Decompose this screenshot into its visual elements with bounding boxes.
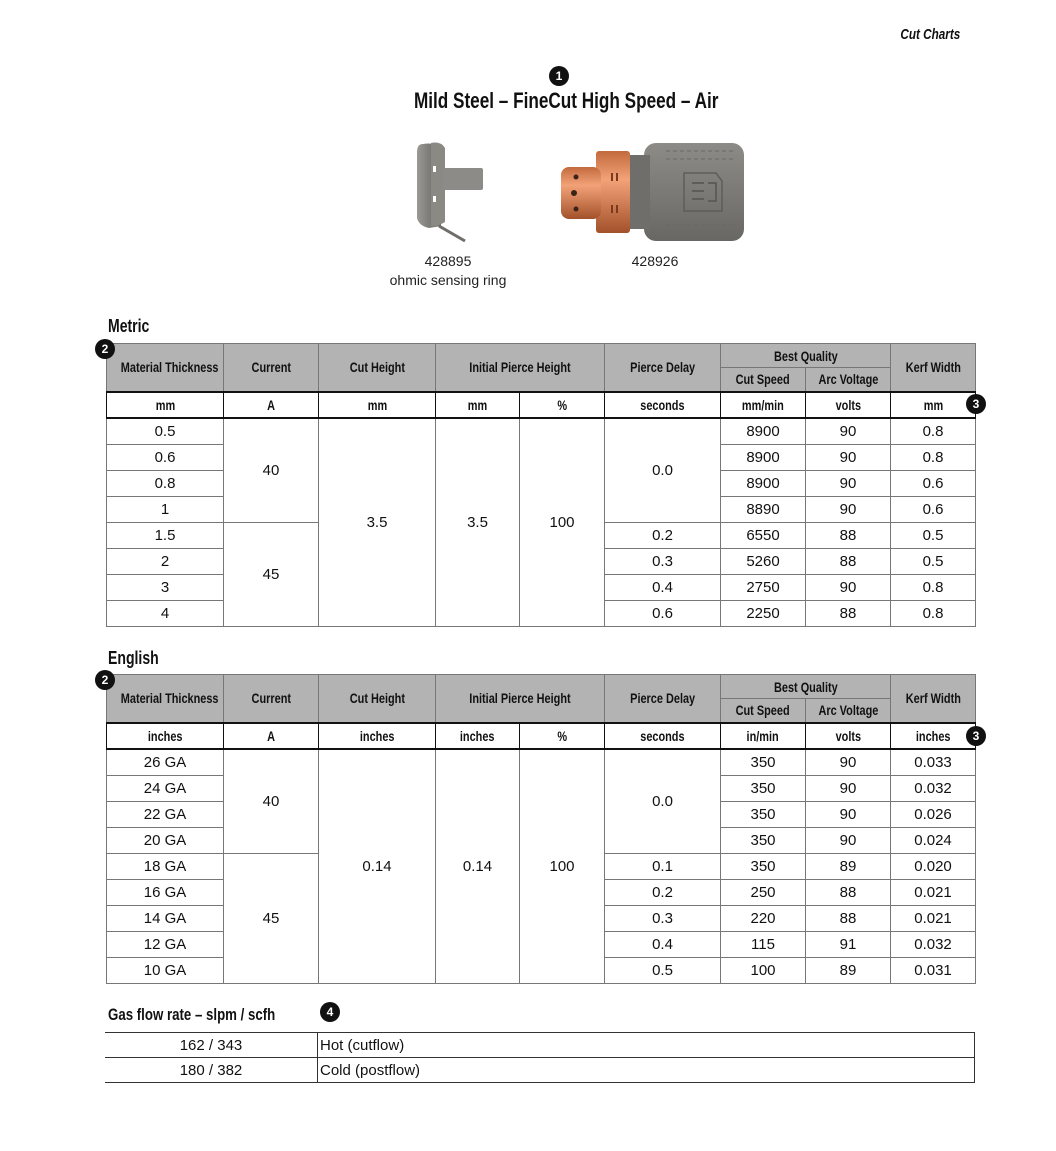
header-kerf-width: Kerf Width [891,675,976,723]
cut-speed-cell: 250 [721,879,806,905]
callout-1-badge: 1 [549,66,569,86]
cut-speed-cell: 2750 [721,574,806,600]
header-best-quality: Best Quality [721,675,891,699]
arc-voltage-cell: 88 [806,522,891,548]
thickness-cell: 0.8 [107,470,224,496]
unit-cell: mm [319,392,436,418]
kerf-width-cell: 0.8 [891,600,976,626]
kerf-width-cell: 0.031 [891,957,976,983]
pierce-delay-cell: 0.1 [605,853,721,879]
unit-cell: seconds [605,392,721,418]
thickness-cell: 20 GA [107,827,224,853]
kerf-width-cell: 0.021 [891,879,976,905]
header-initial-pierce-height: Initial Pierce Height [436,675,605,723]
cut-height-cell: 0.14 [319,749,436,984]
callout-3-badge: 3 [966,726,986,746]
ohmic-ring-image [405,138,485,243]
cut-speed-cell: 220 [721,905,806,931]
thickness-cell: 10 GA [107,957,224,983]
cut-speed-cell: 2250 [721,600,806,626]
arc-voltage-cell: 90 [806,827,891,853]
header-material-thickness: Material Thickness [107,344,224,392]
current-cell: 45 [224,853,319,983]
header-best-quality: Best Quality [721,344,891,368]
metric-section-title: Metric [108,316,150,336]
cut-speed-cell: 350 [721,801,806,827]
header-cut-height: Cut Height [319,344,436,392]
unit-cell: volts [806,392,891,418]
unit-cell: mm [436,392,520,418]
kerf-width-cell: 0.8 [891,418,976,445]
english-cut-chart [106,674,976,984]
gas-flow-value: 162 / 343 [105,1033,318,1058]
current-cell: 40 [224,418,319,523]
unit-cell: inches [319,723,436,749]
part-number: 428895 [424,253,472,269]
header-cut-height: Cut Height [319,675,436,723]
unit-cell: in/min [721,723,806,749]
unit-cell: % [520,392,605,418]
thickness-cell: 18 GA [107,853,224,879]
cut-speed-cell: 115 [721,931,806,957]
unit-cell: A [224,723,319,749]
header-cut-speed: Cut Speed [721,368,806,392]
cut-speed-cell: 350 [721,853,806,879]
cut-speed-cell: 6550 [721,522,806,548]
section-label: Cut Charts [900,26,961,43]
table-row [107,749,976,776]
arc-voltage-cell: 90 [806,801,891,827]
table-row [107,418,976,445]
pierce-pct-cell: 100 [520,418,605,627]
thickness-cell: 26 GA [107,749,224,776]
gas-flow-label: Cold (postflow) [318,1058,975,1083]
pierce-pct-cell: 100 [520,749,605,984]
pierce-delay-cell: 0.4 [605,931,721,957]
kerf-width-cell: 0.032 [891,775,976,801]
cut-speed-cell: 8890 [721,496,806,522]
kerf-width-cell: 0.021 [891,905,976,931]
cut-speed-cell: 8900 [721,418,806,445]
gas-flow-row [105,1033,975,1058]
header-material-thickness: Material Thickness [107,675,224,723]
pierce-delay-cell: 0.0 [605,418,721,523]
arc-voltage-cell: 90 [806,749,891,776]
header-current: Current [224,675,319,723]
callout-4-badge: 4 [320,1002,340,1022]
kerf-width-cell: 0.5 [891,522,976,548]
kerf-width-cell: 0.5 [891,548,976,574]
thickness-cell: 1 [107,496,224,522]
unit-cell: A [224,392,319,418]
kerf-width-cell: 0.026 [891,801,976,827]
header-arc-voltage: Arc Voltage [806,699,891,723]
arc-voltage-cell: 89 [806,853,891,879]
pierce-height-cell: 0.14 [436,749,520,984]
thickness-cell: 1.5 [107,522,224,548]
callout-2-badge: 2 [95,670,115,690]
english-section-title: English [108,648,159,668]
thickness-cell: 14 GA [107,905,224,931]
gas-flow-row [105,1058,975,1083]
units-row [107,723,976,749]
arc-voltage-cell: 90 [806,775,891,801]
pierce-delay-cell: 0.2 [605,879,721,905]
callout-2-badge: 2 [95,339,115,359]
gas-flow-label: Hot (cutflow) [318,1033,975,1058]
arc-voltage-cell: 90 [806,418,891,445]
thickness-cell: 0.6 [107,444,224,470]
cartridge-image [556,141,746,243]
callout-3-badge: 3 [966,394,986,414]
metric-cut-chart [106,343,976,627]
part-description: ohmic sensing ring [389,272,507,288]
thickness-cell: 22 GA [107,801,224,827]
cut-speed-cell: 350 [721,749,806,776]
arc-voltage-cell: 88 [806,548,891,574]
units-row [107,392,976,418]
kerf-width-cell: 0.6 [891,470,976,496]
cut-speed-cell: 5260 [721,548,806,574]
pierce-delay-cell: 0.6 [605,600,721,626]
header-current: Current [224,344,319,392]
header-initial-pierce-height: Initial Pierce Height [436,344,605,392]
header-kerf-width: Kerf Width [891,344,976,392]
header-arc-voltage: Arc Voltage [806,368,891,392]
cut-height-cell: 3.5 [319,418,436,627]
kerf-width-cell: 0.033 [891,749,976,776]
cut-speed-cell: 8900 [721,444,806,470]
arc-voltage-cell: 88 [806,905,891,931]
pierce-delay-cell: 0.4 [605,574,721,600]
pierce-delay-cell: 0.3 [605,905,721,931]
kerf-width-cell: 0.020 [891,853,976,879]
page-title: Mild Steel – FineCut High Speed – Air [413,88,719,113]
part-428926 [585,252,725,271]
arc-voltage-cell: 91 [806,931,891,957]
arc-voltage-cell: 88 [806,600,891,626]
unit-cell: % [520,723,605,749]
unit-cell: inches [436,723,520,749]
kerf-width-cell: 0.8 [891,574,976,600]
gas-flow-table [105,1032,975,1083]
unit-cell: inches [891,723,976,749]
thickness-cell: 12 GA [107,931,224,957]
thickness-cell: 0.5 [107,418,224,445]
unit-cell: inches [107,723,224,749]
thickness-cell: 4 [107,600,224,626]
arc-voltage-cell: 90 [806,574,891,600]
arc-voltage-cell: 90 [806,496,891,522]
kerf-width-cell: 0.6 [891,496,976,522]
pierce-height-cell: 3.5 [436,418,520,627]
cut-speed-cell: 8900 [721,470,806,496]
current-cell: 40 [224,749,319,854]
current-cell: 45 [224,522,319,626]
arc-voltage-cell: 89 [806,957,891,983]
header-cut-speed: Cut Speed [721,699,806,723]
thickness-cell: 16 GA [107,879,224,905]
kerf-width-cell: 0.024 [891,827,976,853]
gas-flow-value: 180 / 382 [105,1058,318,1083]
cut-speed-cell: 350 [721,827,806,853]
header-pierce-delay: Pierce Delay [605,675,721,723]
thickness-cell: 2 [107,548,224,574]
part-428895 [378,252,518,290]
unit-cell: mm/min [721,392,806,418]
cut-speed-cell: 350 [721,775,806,801]
thickness-cell: 3 [107,574,224,600]
cut-speed-cell: 100 [721,957,806,983]
pierce-delay-cell: 0.5 [605,957,721,983]
kerf-width-cell: 0.8 [891,444,976,470]
kerf-width-cell: 0.032 [891,931,976,957]
pierce-delay-cell: 0.2 [605,522,721,548]
unit-cell: mm [107,392,224,418]
pierce-delay-cell: 0.3 [605,548,721,574]
unit-cell: seconds [605,723,721,749]
unit-cell: volts [806,723,891,749]
arc-voltage-cell: 90 [806,444,891,470]
gas-flow-title: Gas flow rate – slpm / scfh [108,1005,276,1024]
thickness-cell: 24 GA [107,775,224,801]
header-pierce-delay: Pierce Delay [605,344,721,392]
unit-cell: mm [891,392,976,418]
arc-voltage-cell: 88 [806,879,891,905]
arc-voltage-cell: 90 [806,470,891,496]
part-number: 428926 [631,253,679,269]
pierce-delay-cell: 0.0 [605,749,721,854]
